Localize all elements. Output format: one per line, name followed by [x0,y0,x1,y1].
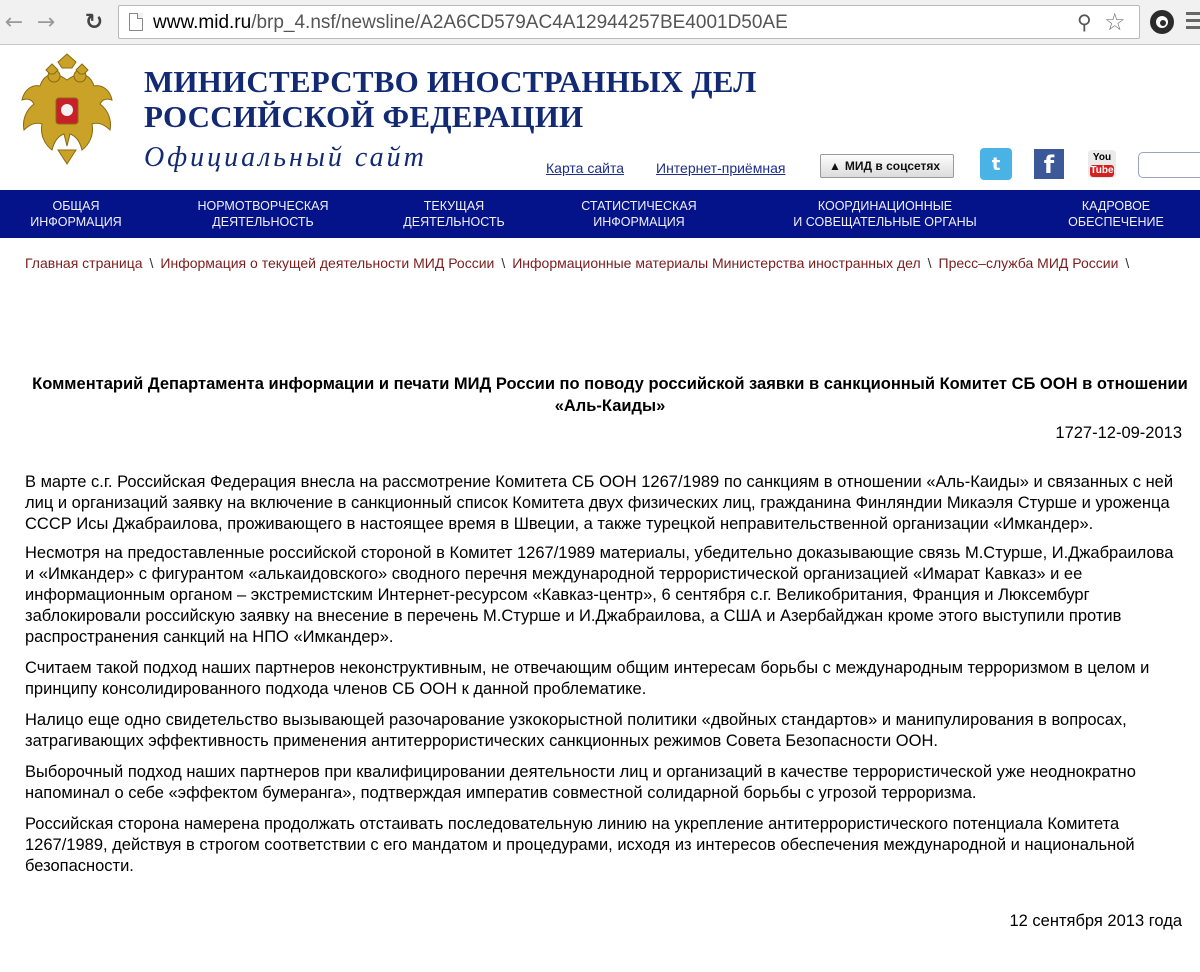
internet-reception-link[interactable]: Интернет-приёмная [656,160,786,176]
breadcrumb [25,252,1175,274]
article-date: 12 сентября 2013 года [1009,912,1182,930]
youtube-you-text: You [1092,152,1112,163]
social-networks-button[interactable] [820,154,954,178]
nav-rulemaking[interactable]: НОРМОТВОРЧЕСКАЯ ДЕЯТЕЛЬНОСТЬ [197,199,329,229]
url-text[interactable]: www.mid.ru/brp_4.nsf/newsline/A2A6CD579AC4A12944257BE4001D50AE [153,12,788,33]
article-paragraph: Российская сторона намерена продолжать отстаивать последовательную линию на укрепление антитеррористического потенциала Комитета 1267/1989, действуя в строгом соответствии с его мандатом и процедурами, исходя из интересов обеспечения международной и национальной безопасности. [25,815,1135,875]
address-bar[interactable] [118,5,1140,39]
social-networks-label: МИД в соцсетях [844,159,941,173]
site-title-line2: РОССИЙСКОЙ ФЕДЕРАЦИИ [144,99,584,134]
breadcrumb-press-service[interactable]: Пресс–служба МИД России [938,255,1119,271]
article-paragraph: В марте с.г. Российская Федерация внесла на рассмотрение Комитета СБ ООН 1267/1989 по санкциям в отношении «Аль-Каиды» и связанных с ней лиц и организаций заявку на включение в санкционный список Комитета двух физических лиц, гражданина Финляндии Микаэля Стурше и уроженца СССР Исы Джабраилова, проживающего в настоящее время в Швеции, а также турецкой неправительственной организации «Имкандер». [25,473,1174,533]
article-paragraph: Налицо еще одно свидетельство вызывающей разочарование узкокорыстной политики «двойных стандартов» и манипулирования в вопросах, затрагивающих эффективность применения антитеррористических санкционных режимов Совета Безопасности ООН. [25,711,1127,750]
breadcrumb-info-materials[interactable]: Информационные материалы Министерства иностранных дел [512,255,921,271]
site-subtitle: Официальный сайт [144,142,427,173]
sitemap-link[interactable]: Карта сайта [546,160,624,176]
forward-arrow-icon[interactable]: → [36,9,56,35]
site-search-input[interactable] [1138,152,1200,178]
site-title[interactable] [144,64,757,134]
article-paragraph: Считаем такой подход наших партнеров неконструктивным, не отвечающим общим интересам борьбы с международным терроризмом в целом и принципу консолидированного подхода членов СБ ООН к данной проблематике. [25,659,1150,698]
page-icon [129,13,143,31]
back-arrow-icon[interactable]: ← [4,9,24,35]
article-paragraph: Выборочный подход наших партнеров при квалифицировании деятельности лиц и организаций в качестве террористической уже неоднократно напоминал о себе «эффектом бумеранга», подтверждая императив совместной солидарной борьбы с угрозой терроризма. [25,763,1136,802]
article-paragraph: Несмотря на предоставленные российской стороной в Комитет 1267/1989 материалы, убедительно доказывающие связь М.Стурше, И.Джабраилова и «Имкандер» с фигурантом «алькаидовского» сводного перечня международной террористической организацией «Имарат Кавказ» и ее информационным органом – экстремистским Интернет-ресурсом «Кавказ-центр», 6 сентября с.г. Великобритания, Франция и Люксембург заблокировали российскую заявку на внесение в перечень М.Стурше и И.Джабраилова, а США и Азербайджан кроме этого выступили против распространения санкций на НПО «Имкандер». [25,544,1174,646]
facebook-icon[interactable]: f [1034,149,1064,179]
nav-personnel[interactable]: КАДРОВОЕ ОБЕСПЕЧЕНИЕ [1068,199,1164,229]
zoom-icon[interactable]: ⚲ [1077,10,1092,34]
article-number: 1727-12-09-2013 [1055,424,1182,442]
breadcrumb-separator: \ [501,255,506,271]
nav-statistics[interactable]: СТАТИСТИЧЕСКАЯ ИНФОРМАЦИЯ [581,199,697,229]
breadcrumb-separator: \ [149,255,154,271]
coat-of-arms-emblem[interactable] [14,50,120,166]
thumbs-up-icon: ▲ [829,159,841,173]
main-navigation [0,190,1200,238]
article-title: Комментарий Департамента информации и печати МИД России по поводу российской заявки в санкционный Комитет СБ ООН в отношении «Аль-Каиды» [32,375,1188,415]
browser-toolbar [0,0,1200,45]
nav-coordination-bodies[interactable]: КООРДИНАЦИОННЫЕ И СОВЕЩАТЕЛЬНЫЕ ОРГАНЫ [793,199,977,229]
twitter-icon[interactable]: t [980,148,1012,180]
menu-icon[interactable] [1186,12,1200,32]
article-body [25,472,1175,885]
nav-current-activity[interactable]: ТЕКУЩАЯ ДЕЯТЕЛЬНОСТЬ [403,199,505,229]
breadcrumb-current-activity[interactable]: Информация о текущей деятельности МИД России [160,255,495,271]
youtube-icon[interactable] [1088,150,1116,178]
breadcrumb-separator: \ [927,255,932,271]
youtube-tube-text: Tube [1090,165,1114,176]
breadcrumb-separator: \ [1125,255,1130,271]
bookmark-star-icon[interactable]: ☆ [1104,8,1126,36]
extension-icon[interactable] [1150,10,1174,34]
reload-icon[interactable]: ↻ [84,9,104,35]
nav-general-info[interactable]: ОБЩАЯ ИНФОРМАЦИЯ [30,199,122,229]
site-title-line1: МИНИСТЕРСТВО ИНОСТРАННЫХ ДЕЛ [144,64,757,99]
breadcrumb-home[interactable]: Главная страница [25,255,143,271]
